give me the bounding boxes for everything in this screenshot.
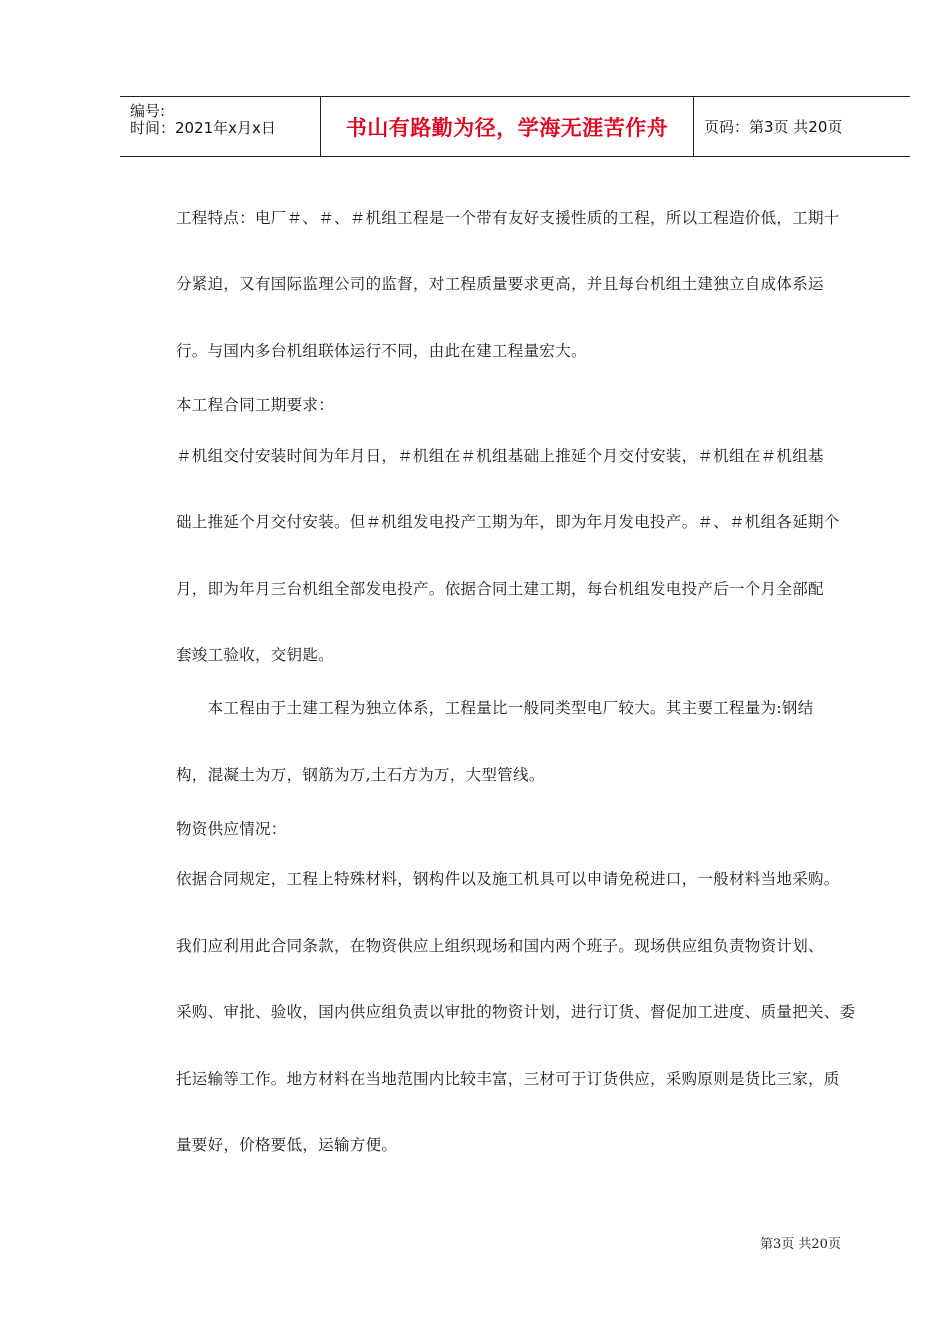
section-heading: 本工程合同工期要求： — [176, 396, 335, 414]
header-page-info: 页码：第3页 共20页 — [704, 118, 843, 136]
section-heading: 物资供应情况： — [176, 820, 287, 838]
paragraph-line: 月，即为年月三台机组全部发电投产。依据合同土建工期，每台机组发电投产后一个月全部配 — [176, 580, 824, 598]
paragraph-line: 我们应利用此合同条款，在物资供应上组织现场和国内两个班子。现场供应组负责物资计划、 — [176, 937, 824, 955]
paragraph-line: 量要好，价格要低，运输方便。 — [176, 1136, 398, 1154]
motto-text: 书山有路勤为径，学海无涯苦作舟 — [345, 115, 669, 140]
paragraph-line: 工程特点：电厂＃、＃、＃机组工程是一个带有友好支援性质的工程，所以工程造价低，工期十 — [176, 209, 840, 227]
paragraph-line: ＃机组交付安装时间为年月日，＃机组在＃机组基础上推延个月交付安装，＃机组在＃机组基 — [176, 447, 824, 465]
paragraph-line: 本工程由于土建工程为独立体系，工程量比一般同类型电厂较大。其主要工程量为:钢结 — [176, 699, 814, 717]
footer-page-info: 第3页 共20页 — [760, 1237, 841, 1252]
paragraph-line: 础上推延个月交付安装。但＃机组发电投产工期为年，即为年月发电投产。＃、＃机组各延期个 — [176, 513, 840, 531]
paragraph-line: 套竣工验收，交钥匙。 — [176, 646, 335, 664]
header-table — [120, 96, 910, 157]
serial-label: 编号: — [130, 102, 166, 120]
paragraph-line: 依据合同规定，工程上特殊材料，钢构件以及施工机具可以申请免税进口，一般材料当地采购。 — [176, 870, 840, 888]
paragraph-line: 行。与国内多台机组联体运行不同，由此在建工程量宏大。 — [176, 342, 587, 360]
header-page-cell — [694, 97, 910, 156]
paragraph-line: 构，混凝土为万，钢筋为万,土石方为万，大型管线。 — [176, 766, 545, 784]
paragraph-line: 托运输等工作。地方材料在当地范围内比较丰富，三材可于订货供应，采购原则是货比三家，质 — [176, 1070, 840, 1088]
header-motto-cell — [321, 97, 694, 156]
time-label: 时间：2021年x月x日 — [130, 119, 276, 137]
paragraph-line: 采购、审批、验收，国内供应组负责以审批的物资计划，进行订货、督促加工进度、质量把关、委 — [176, 1003, 856, 1021]
header-meta-cell — [120, 97, 321, 156]
paragraph-line: 分紧迫，又有国际监理公司的监督，对工程质量要求更高，并且每台机组土建独立自成体系运 — [176, 275, 824, 293]
